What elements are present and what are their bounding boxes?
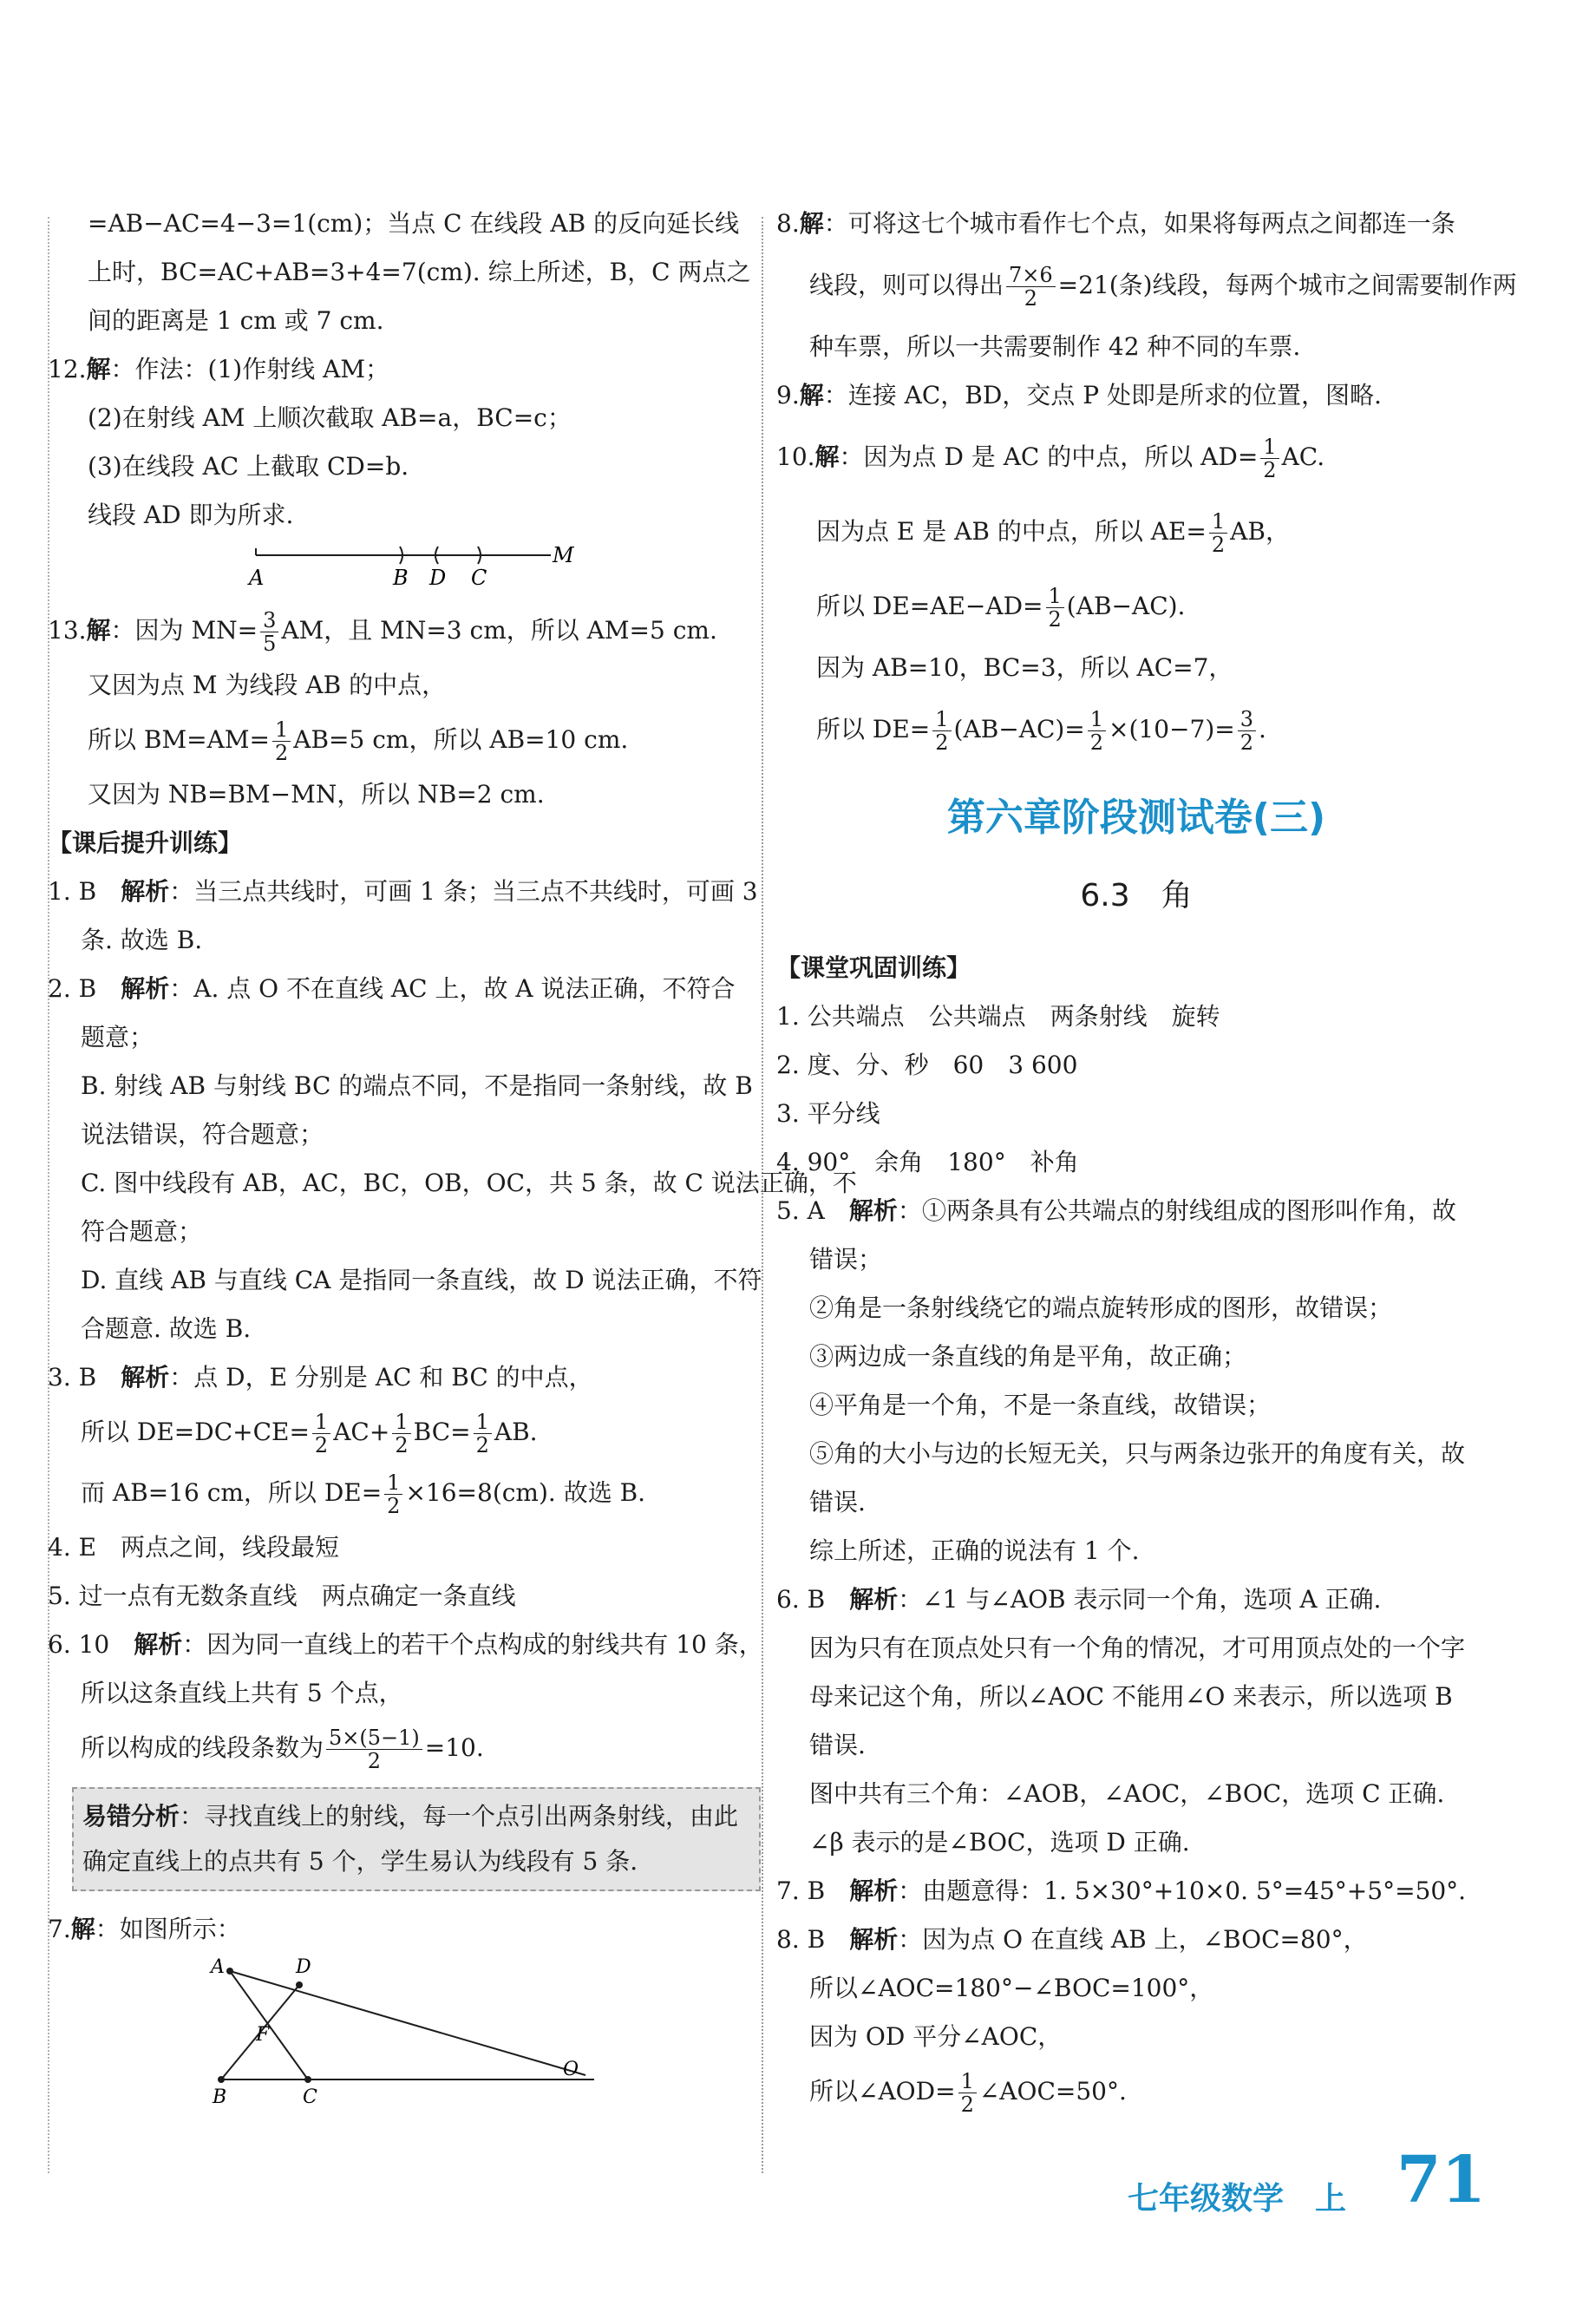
analysis-label: 解析	[849, 1876, 899, 1905]
answer-b2: 2. 度、分、秒 60 3 600	[776, 1051, 1078, 1079]
denominator: 2	[387, 1494, 401, 1518]
denominator: 2	[314, 1433, 329, 1457]
text-line: 所以这条直线上共有 5 个点，	[81, 1679, 403, 1707]
numerator: 1	[392, 1411, 410, 1434]
text-run: ：当三点共线时，可画 1 条；当三点不共线时，可画 3	[169, 877, 758, 906]
denominator: 2	[1048, 607, 1062, 632]
text-run: .	[1259, 715, 1266, 743]
numerator: 1	[1209, 510, 1227, 534]
fraction	[1209, 510, 1227, 556]
answer-7	[48, 1905, 750, 1954]
denominator: 2	[1240, 730, 1254, 755]
text-line: 错误.	[809, 1488, 866, 1516]
text-run: 8. B	[776, 1925, 850, 1954]
fraction	[272, 718, 291, 764]
section-title: 6.3 角	[1080, 878, 1193, 914]
text-run: 2. B	[48, 974, 121, 1003]
text-run: 1. B	[48, 877, 121, 906]
text-run: 所以 BM=AM=	[88, 725, 270, 754]
text-run: 所以 DE=DC+CE=	[81, 1418, 310, 1446]
point-d	[296, 1981, 303, 1988]
item-number: 10.	[776, 442, 815, 471]
fraction	[1088, 708, 1106, 754]
error-analysis-box	[72, 1787, 761, 1891]
section-heading: 【课堂巩固训练】	[776, 953, 971, 982]
text-line: 所以∠AOC=180°−∠BOC=100°，	[809, 1974, 1214, 2002]
text-line: =AB−AC=4−3=1(cm)；当点 C 在线段 AB 的反向延长线	[88, 209, 740, 238]
text-line	[48, 710, 750, 770]
text-run: ×16=8(cm). 故选 B.	[405, 1478, 646, 1507]
denominator: 2	[395, 1433, 409, 1457]
fraction	[1238, 708, 1256, 754]
label-o: O	[563, 2059, 579, 2080]
answer-b5	[776, 1187, 1496, 1235]
chapter-title: 第六章阶段测试卷(三)	[946, 796, 1326, 840]
text-line: 因为 AB=10，BC=3，所以 AC=7，	[816, 653, 1233, 682]
analysis-label: 解析	[134, 1630, 183, 1659]
text-line: C. 图中线段有 AB，AC，BC，OB，OC，共 5 条，故 C 说法正确，不	[81, 1169, 857, 1197]
text-run: ∠AOC=50°.	[978, 2077, 1127, 2106]
label-d: D	[296, 1956, 311, 1978]
numerator: 1	[958, 2070, 977, 2093]
text-line: 图中共有三个角：∠AOB，∠AOC，∠BOC，选项 C 正确.	[809, 1779, 1445, 1808]
text-line: (3)在线段 AC 上截取 CD=b.	[88, 452, 409, 481]
label-a: A	[211, 1956, 225, 1978]
text-run: AC.	[1281, 442, 1325, 471]
label-c: C	[303, 2086, 317, 2108]
text-run: AB.	[494, 1418, 538, 1446]
point-c	[304, 2076, 311, 2083]
text-run: BC=	[413, 1418, 471, 1446]
text-run: =10.	[424, 1733, 484, 1762]
text-run: ：点 D，E 分别是 AC 和 BC 的中点，	[169, 1363, 593, 1392]
text-line: ③两边成一条直线的角是平角，故正确；	[809, 1342, 1247, 1371]
answer-label: 解	[86, 355, 111, 383]
label-f: F	[256, 2024, 270, 2046]
answer-label: 解	[799, 381, 824, 409]
fraction	[958, 2070, 977, 2116]
text-run: 线段，则可以得出	[809, 271, 1004, 299]
text-line	[48, 1718, 750, 1778]
text-line: 因为只有在顶点处只有一个角的情况，才可用顶点处的一个字	[809, 1634, 1466, 1662]
text-line	[82, 1794, 750, 1839]
numerator: 1	[272, 718, 291, 742]
text-line: 合题意. 故选 B.	[81, 1314, 252, 1343]
fraction	[312, 1411, 330, 1457]
text-run: 所以 DE=	[816, 715, 931, 743]
text-line: 确定直线上的点共有 5 个，学生易认为线段有 5 条.	[82, 1847, 638, 1876]
analysis-label: 解析	[121, 877, 170, 906]
text-line: 又因为点 M 为线段 AB 的中点，	[88, 671, 447, 699]
fraction	[326, 1726, 422, 1772]
answer-b4: 4. 90° 余角 180° 补角	[776, 1148, 1079, 1176]
denominator: 2	[1089, 730, 1104, 755]
text-run: 3. B	[48, 1363, 121, 1392]
text-line: (2)在射线 AM 上顺次截取 AB=a，BC=c；	[88, 403, 572, 432]
denominator: 2	[1263, 458, 1277, 482]
text-line	[48, 1463, 750, 1523]
text-run: AB=5 cm，所以 AB=10 cm.	[293, 725, 629, 754]
label-a: A	[249, 566, 265, 590]
triangle-figure	[48, 1954, 750, 2119]
ray-construction-figure	[48, 540, 750, 600]
answer-10	[776, 420, 1496, 494]
text-line: B. 射线 AB 与射线 BC 的端点不同，不是指同一条射线，故 B	[81, 1071, 753, 1100]
text-line: 错误；	[809, 1245, 883, 1274]
label-b: B	[213, 2086, 227, 2108]
text-line	[776, 248, 1517, 323]
text-run: ×(10−7)=	[1109, 715, 1235, 743]
numerator: 5×(5−1)	[326, 1726, 422, 1750]
text-line: 题意；	[81, 1023, 154, 1051]
text-run: ：因为点 O 在直线 AB 上，∠BOC=80°，	[898, 1925, 1368, 1954]
numerator: 3	[260, 609, 278, 632]
answer-b3: 3. 平分线	[776, 1099, 880, 1128]
answer-text: ：作法：(1)作射线 AM；	[110, 355, 390, 383]
text-run: ：∠1 与∠AOB 表示同一个角，选项 A 正确.	[898, 1585, 1382, 1614]
item-number: 7.	[48, 1915, 71, 1943]
text-run: AM，且 MN=3 cm，所以 AM=5 cm.	[281, 616, 717, 645]
text-line: 符合题意；	[81, 1217, 203, 1246]
text-line: 条. 故选 B.	[81, 926, 203, 954]
analysis-label: 解析	[849, 1925, 899, 1954]
answer-12	[48, 345, 750, 394]
answer-b8	[776, 1916, 1496, 1964]
text-line: 说法错误，符合题意；	[81, 1120, 324, 1149]
text-line	[776, 569, 1496, 644]
answer-label: 解	[86, 616, 111, 645]
numerator: 1	[1260, 436, 1279, 459]
text-run: ：寻找直线上的射线，每一个点引出两条射线，由此	[180, 1802, 739, 1831]
text-run: ：连接 AC，BD，交点 P 处即是所求的位置，图略.	[823, 381, 1382, 409]
right-column	[776, 200, 1517, 2122]
analysis-label: 解析	[121, 974, 170, 1003]
text-run: ：由题意得：1. 5×30°+10×0. 5°=45°+5°=50°.	[898, 1876, 1467, 1905]
text-run: =21(条)线段，每两个城市之间需要制作两	[1057, 271, 1517, 299]
text-line: 种车票，所以一共需要制作 42 种不同的车票.	[809, 332, 1301, 361]
section-heading: 【课后提升训练】	[48, 829, 243, 857]
item-number: 12.	[48, 355, 87, 383]
text-line	[776, 494, 1496, 569]
denominator: 2	[960, 2093, 974, 2117]
text-line: 间的距离是 1 cm 或 7 cm.	[88, 306, 384, 335]
text-run: 所以 DE=AE−AD=	[816, 592, 1043, 620]
text-line: D. 直线 AB 与直线 CA 是指同一条直线，故 D 说法正确，不符	[81, 1266, 762, 1294]
analysis-label: 解析	[848, 1196, 898, 1225]
answer-b7	[776, 1867, 1496, 1916]
text-line: 综上所述，正确的说法有 1 个.	[809, 1536, 1140, 1565]
text-run: ：因为 MN=	[110, 616, 258, 645]
text-line: ②角是一条射线绕它的端点旋转形成的图形，故错误；	[809, 1294, 1393, 1322]
fraction	[384, 1471, 402, 1517]
fraction	[474, 1411, 492, 1457]
text-line: ④平角是一个角，不是一条直线，故错误；	[809, 1391, 1272, 1419]
answer-3	[48, 1353, 750, 1402]
text-line: 又因为 NB=BM−MN，所以 NB=2 cm.	[88, 780, 545, 809]
text-line	[776, 2061, 1496, 2122]
answer-5: 5. 过一点有无数条直线 两点确定一条直线	[48, 1582, 516, 1610]
text-run: (AB−AC).	[1066, 592, 1186, 620]
answer-label: 解	[799, 209, 824, 238]
page-number: 71	[1396, 2143, 1486, 2217]
answer-b6	[776, 1575, 1496, 1624]
denominator: 5	[263, 632, 277, 656]
text-line: ⑤角的大小与边的长短无关，只与两条边张开的角度有关，故	[809, 1439, 1466, 1468]
numerator: 1	[1088, 708, 1106, 731]
text-run: 6. 10	[48, 1630, 134, 1659]
text-run: (AB−AC)=	[953, 715, 1085, 743]
note-label: 易错分析	[82, 1802, 180, 1831]
grade-label: 七年级数学 上	[1128, 2181, 1347, 2217]
text-run: ：①两条具有公共端点的射线组成的图形叫作角，故	[897, 1196, 1456, 1225]
text-run: 因为点 E 是 AB 的中点，所以 AE=	[816, 517, 1207, 546]
text-run: AC+	[333, 1418, 390, 1446]
label-d: D	[429, 566, 447, 590]
text-run: 所以∠AOD=	[809, 2077, 956, 2106]
text-run: ：A. 点 O 不在直线 AC 上，故 A 说法正确，不符合	[169, 974, 736, 1003]
denominator: 2	[935, 730, 949, 755]
analysis-label: 解析	[121, 1363, 170, 1392]
text-line: 错误.	[809, 1731, 866, 1759]
line-ao	[230, 1971, 585, 2075]
numerator: 1	[312, 1411, 330, 1434]
text-run: 7. B	[776, 1876, 850, 1905]
answer-1	[48, 868, 758, 916]
answer-9	[776, 371, 1496, 420]
text-line	[776, 692, 1496, 767]
text-run: ：如图所示：	[95, 1915, 241, 1943]
point-b	[218, 2076, 225, 2083]
fraction	[260, 609, 278, 655]
label-m: M	[553, 543, 574, 567]
item-number: 9.	[776, 381, 800, 409]
text-run: ：因为同一直线上的若干个点构成的射线共有 10 条，	[182, 1630, 763, 1659]
item-number: 8.	[776, 209, 800, 238]
text-line	[48, 1402, 750, 1463]
text-run: 5. A	[776, 1196, 849, 1225]
numerator: 1	[474, 1411, 492, 1434]
text-line: 母来记这个角，所以∠AOC 不能用∠O 来表示，所以选项 B	[809, 1682, 1453, 1711]
answer-6	[48, 1621, 763, 1669]
answer-8	[776, 200, 1496, 248]
numerator: 1	[932, 708, 951, 731]
denominator: 2	[274, 741, 289, 765]
text-run: 6. B	[776, 1585, 850, 1614]
answer-2	[48, 965, 750, 1013]
item-number: 13.	[48, 616, 87, 645]
text-line: 因为 OD 平分∠AOC，	[809, 2022, 1063, 2051]
fraction	[932, 708, 951, 754]
answer-label: 解	[70, 1915, 95, 1943]
text-line: 线段 AD 即为所求.	[88, 501, 294, 529]
answer-4: 4. E 两点之间，线段最短	[48, 1533, 340, 1562]
denominator: 2	[475, 1433, 489, 1457]
answer-13	[48, 600, 750, 661]
text-run: 而 AB=16 cm，所以 DE=	[81, 1478, 383, 1507]
text-run: ：因为点 D 是 AC 的中点，所以 AD=	[839, 442, 1259, 471]
label-c: C	[471, 566, 487, 590]
text-run: 所以构成的线段条数为	[81, 1733, 324, 1762]
text-run: AB，	[1230, 517, 1290, 546]
denominator: 2	[1024, 286, 1037, 311]
denominator: 2	[1211, 533, 1226, 557]
numerator: 1	[384, 1471, 402, 1495]
text-line: 上时，BC=AC+AB=3+4=7(cm). 综上所述，B，C 两点之	[88, 258, 751, 286]
analysis-label: 解析	[849, 1585, 899, 1614]
text-run: ：可将这七个城市看作七个点，如果将每两点之间都连一条	[823, 209, 1455, 238]
numerator: 7×6	[1006, 264, 1056, 287]
fraction	[1046, 585, 1064, 631]
fraction	[392, 1411, 410, 1457]
text-line: ∠β 表示的是∠BOC，选项 D 正确.	[809, 1828, 1190, 1857]
numerator: 3	[1238, 708, 1256, 731]
fraction	[1260, 436, 1279, 481]
answer-label: 解	[814, 442, 840, 471]
denominator: 2	[367, 1749, 382, 1773]
point-a	[226, 1968, 233, 1975]
page-footer	[1128, 2143, 1492, 2238]
label-b: B	[393, 566, 409, 590]
fraction	[1006, 264, 1056, 310]
answer-b1: 1. 公共端点 公共端点 两条射线 旋转	[776, 1002, 1220, 1031]
numerator: 1	[1046, 585, 1064, 608]
